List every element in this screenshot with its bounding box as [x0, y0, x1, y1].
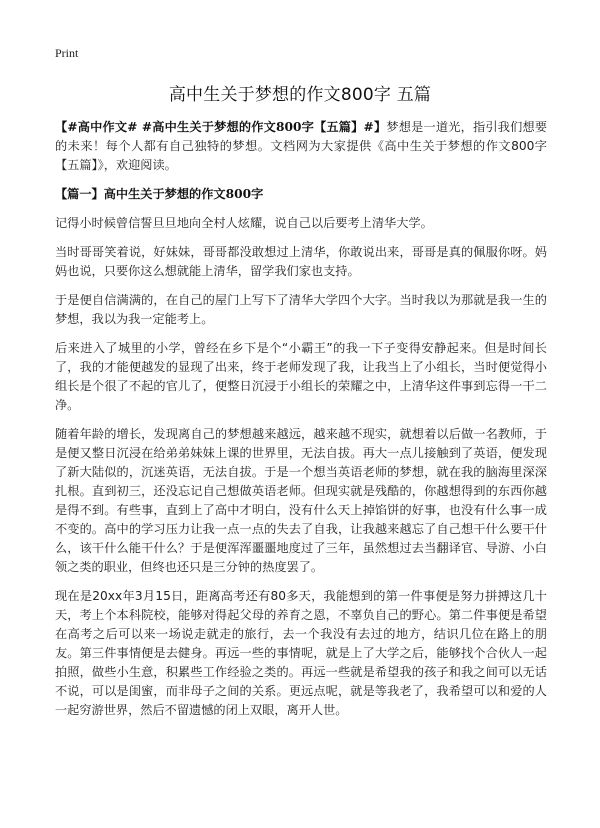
- paragraph-4: 后来进入了城里的小学，曾经在乡下是个“小霸王”的我一下子变得安静起来。但是时间长了，我的才能便越发的显现了出来，终于老师发现了我，让我当上了小组长，当时便觉得小组长是个很了不起的官儿了，便整日沉浸于小组长的荣耀之中，上清华这件事到忘得一干二净。: [55, 341, 547, 412]
- page-title: 高中生关于梦想的作文800字 五篇: [168, 85, 432, 105]
- paragraph-3: 于是便自信满满的，在自己的屋门上写下了清华大学四个大字。当时我以为那就是我一生的梦想，我以为我一定能考上。: [55, 293, 547, 326]
- paragraph-5: 随着年龄的增长，发现离自己的梦想越来越远，越来越不现实，就想着以后做一名教师，于是便又整日沉浸在给弟弟妹妹上课的世界里，无法自拔。再大一点儿接触到了英语，便发现了新大陆似的，沉迷英语，无法自拔。于是一个想当英语老师的梦想，就在我的脑海里深深扎根。直到初三，还没忘记自己想做英语老师。但现实就是残酷的，你越想得到的东西你越是得不到。有些事，直到上了高中才明白，没有什么天上掉馅饼的好事，也没有什么事一成不变的。高中的学习压力让我一点一点的失去了自我，让我越来越忘了自己想干什么要干什么，该干什么能干什么？于是便浑浑噩噩地度过了三年，虽然想过去当翻译官、导游、小白领之类的职业，但终也还只是三分钟的热度罢了。: [55, 427, 547, 574]
- intro-tag: 【#高中作文# #高中生关于梦想的作文800字【五篇】#】: [55, 120, 387, 134]
- section-heading: 【篇一】高中生关于梦想的作文800字: [55, 187, 264, 201]
- document-body: [55, 118, 547, 730]
- paragraph-2: 当时哥哥笑着说，好妹妹，哥哥都没敢想过上清华，你敢说出来，哥哥是真的佩服你呀。妈妈也说，只要你这么想就能上清华，留学我们家也支持。: [55, 245, 547, 278]
- paragraph-6: 现在是20xx年3月15日，距离高考还有80多天，我能想到的第一件事便是努力拼搏这几十天，考上个本科院校，能够对得起父母的养育之恩，不辜负自己的野心。第二件事便是希望在高考之后可以来一场说走就走的旅行，去一个我没有去过的地方，结识几位在路上的朋友。第三件事情便是去健身。再远一些的事情呢，就是上了大学之后，能够找个合伙人一起拍照，做些小生意，积累些工作经验之类的。再远一些就是希望我的孩子和我之间可以无话不说，可以是闺蜜，而非母子之间的关系。更远点呢，就是等我老了，我希望可以和爱的人一起穷游世界，然后不留遗憾的闭上双眼，离开人世。: [55, 589, 547, 717]
- intro-paragraph: [55, 118, 547, 175]
- paragraph-1: 记得小时候曾信誓旦旦地向全村人炫耀，说自己以后要考上清华大学。: [55, 216, 433, 230]
- intro-text: 梦想是一道光，指引我们想要的未来！每个人都有自己独特的梦想。文档网为大家提供《高中生关于梦想的作文800字【五篇】》，欢迎阅读。: [55, 120, 548, 172]
- print-link[interactable]: Print: [55, 46, 79, 60]
